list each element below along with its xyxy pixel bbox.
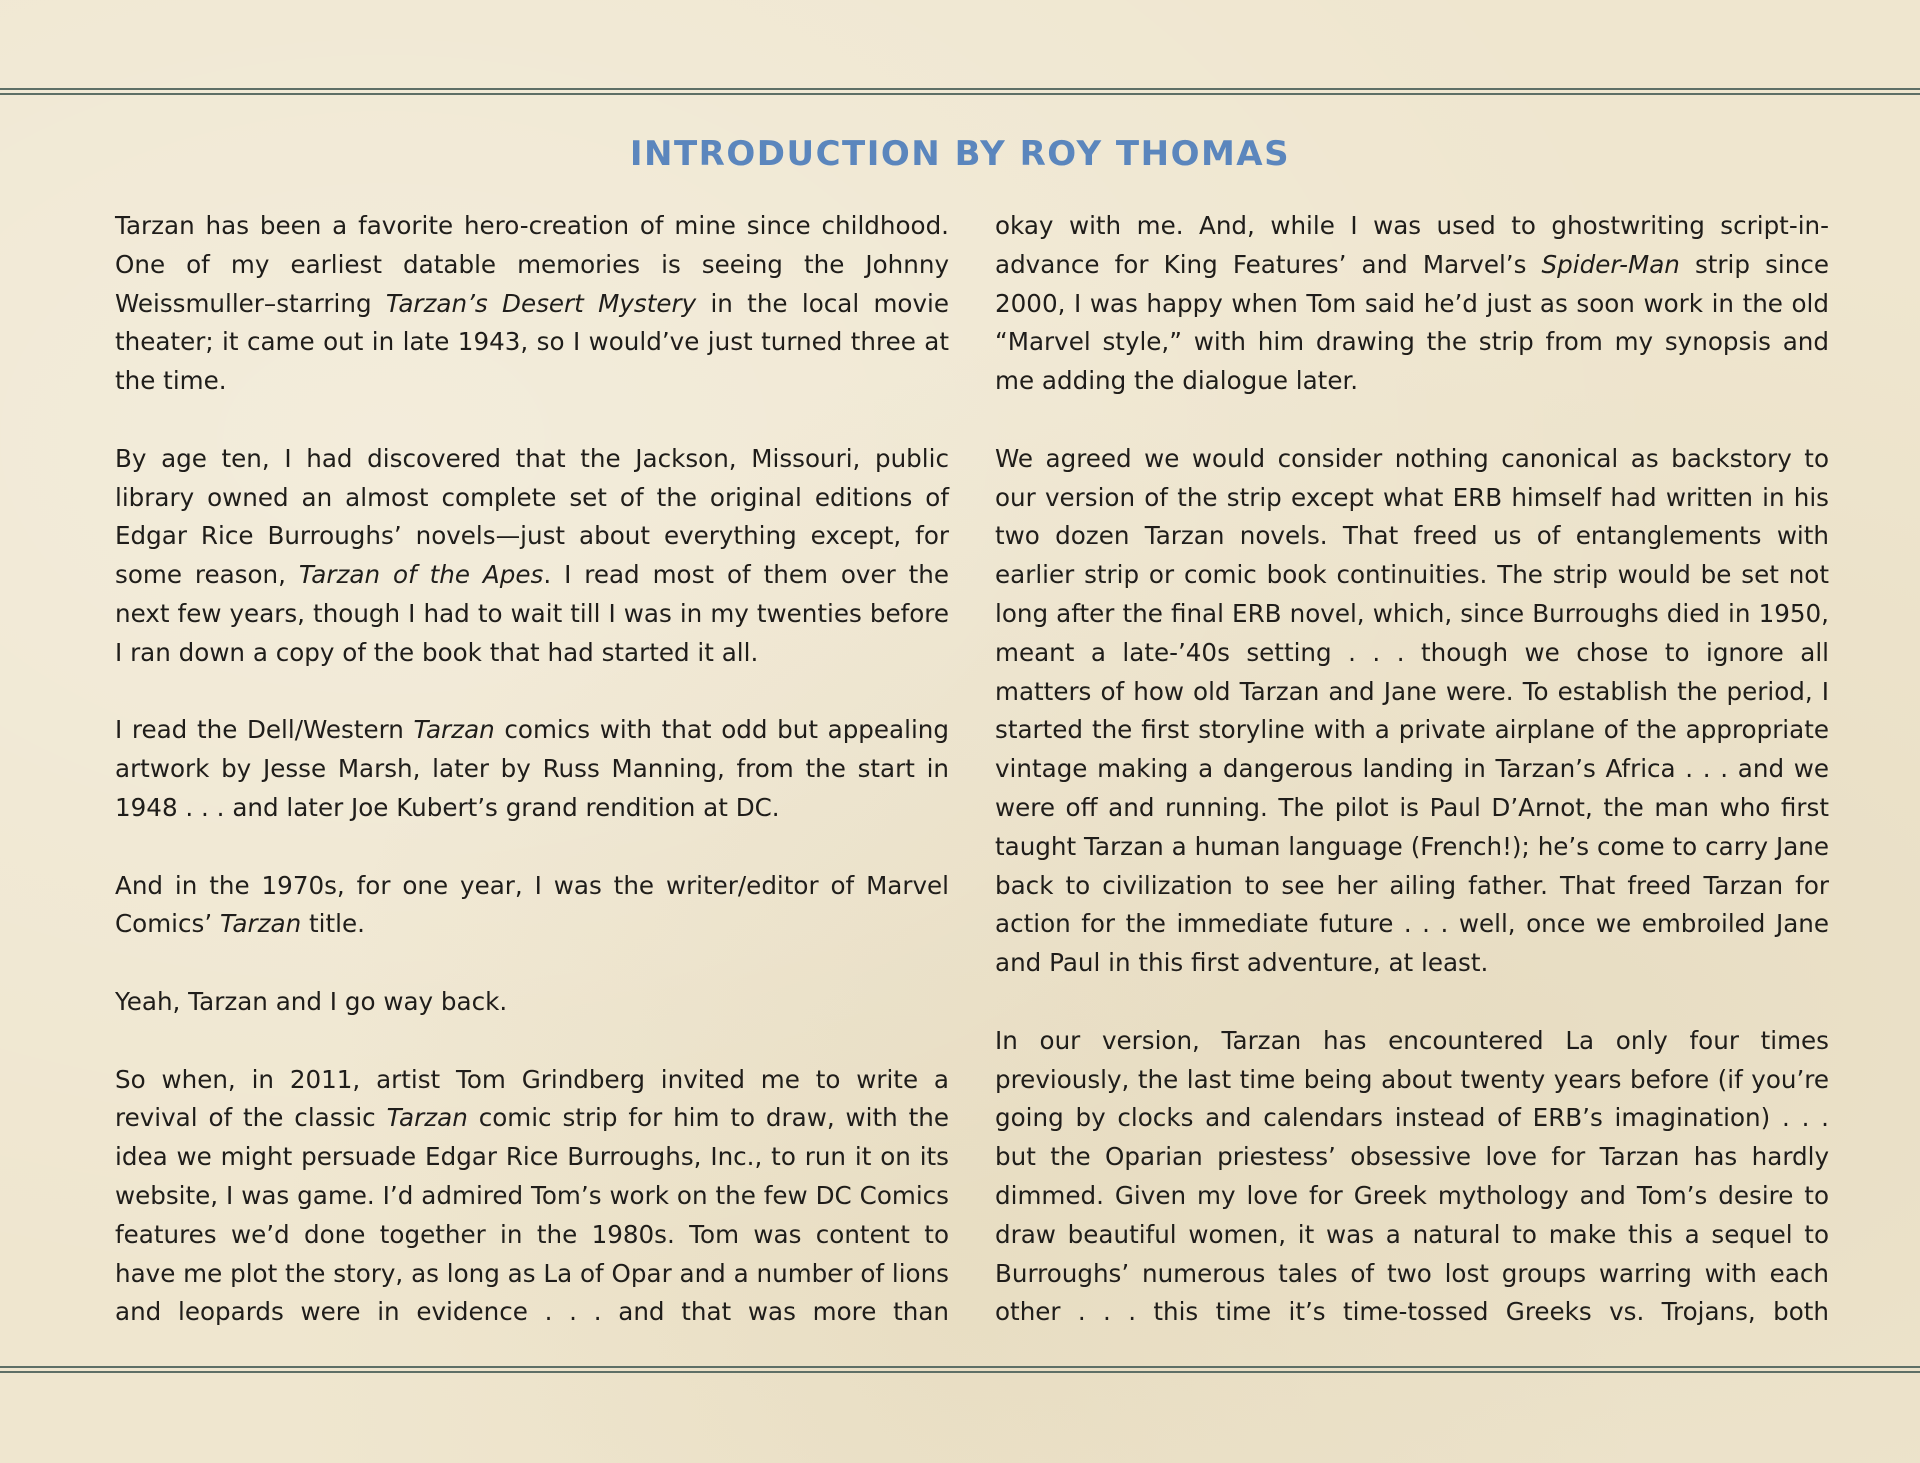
paragraph-6: So when, in 2011, artist Tom Grindberg invited me to write a revival of the classic Tarzan comic strip for him to draw, with the idea we might persuade Edgar Rice Burroughs, Inc., to run it on its website, I was game. I’d admired Tom’s work on the few DC Comics features we’d done together in the 1980s. Tom was content to have me plot the story, as long as La of Opar and a number of lions and leopards were in evidence . . . and that was more than [115, 1064, 949, 1327]
paragraph-7: okay with me. And, while I was used to ghostwriting script-in-advance for King Features’ and Marvel’s Spider-Man strip since 2000, I was happy when Tom said he’d just as soon work in the old “Marvel style,” with him drawing the strip from my synopsis and me adding the dialogue later. [995, 211, 1829, 396]
paragraph-2: By age ten, I had discovered that the Jackson, Missouri, public library owned an almost complete set of the original editions of Edgar Rice Burroughs’ novels—just about everything except, for some reason, Tarzan of the Apes. I read most of them over the next few years, though I had to wait till I was in my twenties before I ran down a copy of the book that had started it all. [115, 443, 949, 667]
right-text-column [995, 207, 1829, 1332]
top-border-rule [0, 88, 1920, 95]
paragraph-4: And in the 1970s, for one year, I was the writer/editor of Marvel Comics’ Tarzan title. [115, 870, 949, 939]
paragraph-9: In our version, Tarzan has encountered La only four times previously, the last time being about twenty years before (if you’re going by clocks and calendars instead of ERB’s imagination) . . . but the Oparian priestess’ obsessive love for Tarzan has hardly dimmed. Given my love for Greek mythology and Tom’s desire to draw beautiful women, it was a natural to make this a sequel to Burroughs’ numerous tales of two lost groups warring with each other . . . this time it’s time-tossed Greeks vs. Trojans, both [995, 1025, 1829, 1327]
paragraph-3: I read the Dell/Western Tarzan comics with that odd but appealing artwork by Jesse Marsh, later by Russ Manning, from the start in 1948 . . . and later Joe Kubert’s grand rendition at DC. [115, 715, 949, 822]
paragraph-1: Tarzan has been a favorite hero-creation of mine since childhood. One of my earliest datable memories is seeing the Johnny Weissmuller–starring Tarzan’s Desert Mystery in the local movie theater; it came out in late 1943, so I would’ve just turned three at the time. [115, 211, 950, 396]
paragraph-8: We agreed we would consider nothing canonical as backstory to our version of the strip except what ERB himself had written in his two dozen Tarzan novels. That freed us of entanglements with earlier strip or comic book continuities. The strip would be set not long after the final ERB novel, which, since Burroughs died in 1950, meant a late-’40s setting . . . though we chose to ignore all matters of how old Tarzan and Jane were. To establish the period, I started the first storyline with a private airplane of the appropriate vintage making a dangerous landing in Tarzan’s Africa . . . and we were off and running. The pilot is Paul D’Arnot, the man who first taught Tarzan a human language (French!); he’s come to carry Jane back to civilization to see her ailing father. That freed Tarzan for action for the immediate future . . . well, once we embroiled Jane and Paul in this first adventure, at least. [995, 443, 1829, 978]
bottom-border-rule [0, 1366, 1920, 1373]
paragraph-5: Yeah, Tarzan and I go way back. [115, 986, 508, 1016]
page-title: INTRODUCTION BY ROY THOMAS [629, 134, 1291, 174]
left-text-column [115, 207, 949, 1332]
